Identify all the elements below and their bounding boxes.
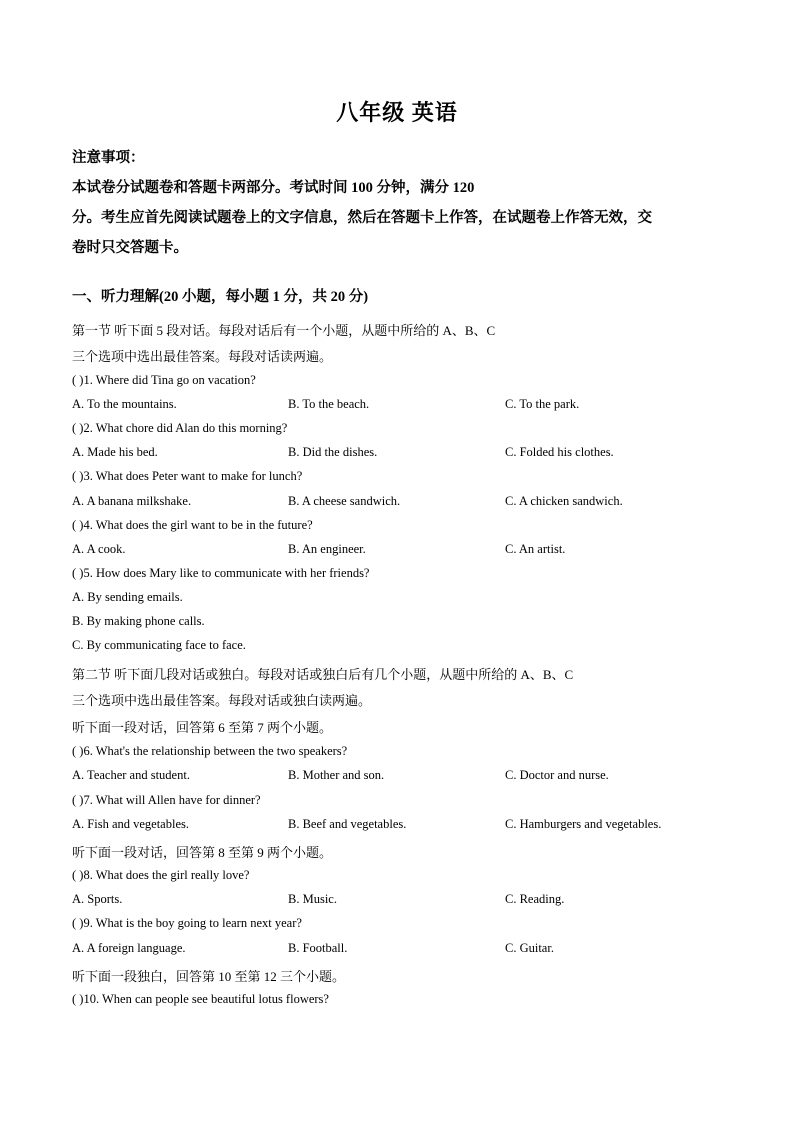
option-b: B. Mother and son. (288, 768, 385, 782)
notice-line-3: 卷时只交答题卡。 (72, 240, 188, 256)
notice-heading: 注意事项： (72, 150, 145, 166)
option-a: A. A banana milkshake. (72, 494, 192, 508)
question-stem: ( )8. What does the girl really love? (72, 868, 250, 882)
question-stem: ( )10. When can people see beautiful lotus flowers? (72, 992, 329, 1006)
part2-intro-1: 第二节 听下面几段对话或独白。每段对话或独白后有几个小题，从题中所给的 A、B、C (72, 667, 574, 682)
option-b: B. Beef and vegetables. (288, 817, 407, 831)
option-a: A. A cook. (72, 542, 126, 556)
option-c: C. Guitar. (505, 941, 554, 955)
option-a: A. Sports. (72, 892, 123, 906)
option-a: A. A foreign language. (72, 941, 186, 955)
subsection-instruction: 听下面一段独白，回答第 10 至第 12 三个小题。 (72, 969, 346, 984)
part1-intro-2: 三个选项中选出最佳答案。每段对话读两遍。 (72, 349, 333, 364)
notice-line-2: 分。考生应首先阅读试题卷上的文字信息，然后在答题卡上作答，在试题卷上作答无效，交 (72, 210, 652, 226)
question-stem: ( )6. What's the relationship between the two speakers? (72, 744, 348, 758)
option-b: B. By making phone calls. (72, 614, 205, 628)
question-stem: ( )9. What is the boy going to learn next year? (72, 916, 302, 930)
option-c: C. A chicken sandwich. (505, 494, 623, 508)
option-b: B. Did the dishes. (288, 445, 378, 459)
option-c: C. Hamburgers and vegetables. (505, 817, 662, 831)
option-b: B. Football. (288, 941, 348, 955)
option-c: C. An artist. (505, 542, 566, 556)
option-c: C. To the park. (505, 397, 580, 411)
section-heading: 一、听力理解(20 小题，每小题 1 分，共 20 分) (72, 289, 369, 305)
option-c: C. Doctor and nurse. (505, 768, 609, 782)
question-stem: ( )7. What will Allen have for dinner? (72, 793, 261, 807)
subsection-instruction: 听下面一段对话，回答第 8 至第 9 两个小题。 (72, 845, 333, 860)
question-stem: ( )5. How does Mary like to communicate with her friends? (72, 566, 370, 580)
question-stem: ( )2. What chore did Alan do this morning? (72, 421, 288, 435)
option-b: B. Music. (288, 892, 337, 906)
question-stem: ( )4. What does the girl want to be in the future? (72, 518, 313, 532)
option-c: C. By communicating face to face. (72, 638, 246, 652)
option-a: A. Fish and vegetables. (72, 817, 189, 831)
option-a: A. Teacher and student. (72, 768, 190, 782)
option-c: C. Folded his clothes. (505, 445, 614, 459)
option-b: B. To the beach. (288, 397, 370, 411)
option-b: B. An engineer. (288, 542, 366, 556)
option-a: A. To the mountains. (72, 397, 177, 411)
part2-intro-2: 三个选项中选出最佳答案。每段对话或独白读两遍。 (72, 693, 372, 708)
option-a: A. By sending emails. (72, 590, 183, 604)
option-c: C. Reading. (505, 892, 565, 906)
option-a: A. Made his bed. (72, 445, 158, 459)
subsection-instruction: 听下面一段对话，回答第 6 至第 7 两个小题。 (72, 720, 333, 735)
question-stem: ( )3. What does Peter want to make for lunch? (72, 469, 303, 483)
question-stem: ( )1. Where did Tina go on vacation? (72, 373, 256, 387)
part1-intro-1: 第一节 听下面 5 段对话。每段对话后有一个小题，从题中所给的 A、B、C (72, 323, 496, 338)
notice-line-1: 本试卷分试题卷和答题卡两部分。考试时间 100 分钟，满分 120 (72, 180, 475, 196)
option-b: B. A cheese sandwich. (288, 494, 401, 508)
page-title: 八年级 英语 (336, 100, 458, 125)
